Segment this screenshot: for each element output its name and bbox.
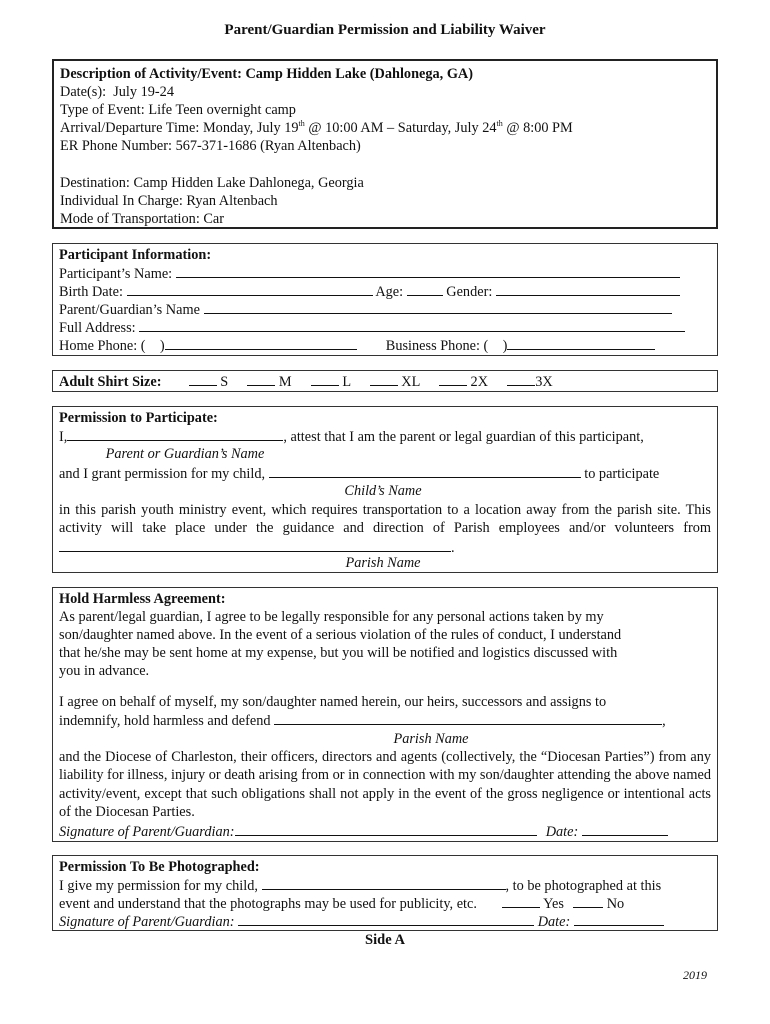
arrival-sup-a: th — [298, 119, 305, 129]
photo-no-blank[interactable] — [573, 894, 603, 908]
home-phone-field[interactable] — [165, 336, 357, 350]
permission-body-text: in this parish youth ministry event, which requires transportation to a location away from the parish site. This activity will take place under the guidance and direction of Parish employees and/or volunteers from — [59, 502, 711, 537]
business-phone-paren: ) — [502, 338, 508, 354]
to-participate: to participate — [584, 466, 660, 482]
harmless-heading: Hold Harmless Agreement: — [59, 591, 226, 607]
age-label: Age: — [375, 284, 404, 300]
address-field[interactable] — [139, 318, 685, 332]
photo-heading: Permission To Be Photographed: — [59, 859, 260, 875]
parish-caption: Parish Name — [345, 555, 421, 571]
participant-name-row — [59, 264, 680, 282]
harmless-p1-line2: son/daughter named above. In the event of a serious violation of the rules of conduct, I understand — [59, 627, 622, 643]
description-label: Description of Activity/Event: — [60, 66, 242, 82]
destination-row — [60, 174, 364, 192]
period: . — [451, 539, 455, 556]
in-charge-value: Ryan Altenbach — [186, 193, 278, 209]
photo-signature-row — [59, 912, 664, 930]
business-phone-field[interactable] — [507, 336, 655, 350]
home-phone-label: Home Phone: ( — [59, 338, 146, 354]
gender-field[interactable] — [496, 282, 680, 296]
arrival-value-b: @ 10:00 AM – Saturday, July 24 — [308, 120, 497, 136]
harmless-signature-label: Signature of Parent/Guardian: — [59, 824, 235, 840]
dates-label: Date(s): — [60, 84, 107, 100]
guardian-name-row — [59, 300, 672, 318]
transport-row — [60, 210, 224, 228]
arrival-sup-b: th — [496, 119, 503, 129]
participant-heading: Participant Information: — [59, 247, 212, 263]
side-label: Side A — [365, 932, 405, 948]
harmless-date-field[interactable] — [582, 822, 668, 836]
description-value: Camp Hidden Lake (Dahlonega, GA) — [245, 66, 474, 82]
harmless-p1-line4: you in advance. — [59, 663, 150, 679]
photo-event-text: event and understand that the photographs may be used for publicity, etc. — [59, 896, 477, 912]
photo-signature-label: Signature of Parent/Guardian: — [59, 914, 235, 930]
in-charge-label: Individual In Charge: — [60, 193, 183, 209]
grant-row — [59, 464, 659, 482]
guardian-name-field[interactable] — [204, 300, 672, 314]
shirt-2x-blank[interactable] — [439, 372, 467, 386]
birth-date-label: Birth Date: — [59, 284, 123, 300]
harmless-signature-field[interactable] — [235, 822, 537, 836]
er-phone-row — [60, 137, 361, 155]
shirt-size-label: Adult Shirt Size: — [59, 374, 162, 390]
phones-row — [59, 336, 655, 354]
hold-harmless-box — [52, 587, 718, 842]
photo-yes-blank[interactable] — [502, 894, 540, 908]
guardian-caption: Parent or Guardian’s Name — [105, 446, 265, 462]
shirt-size-l: L — [342, 374, 351, 390]
photo-give-row — [59, 876, 661, 894]
photo-signature-field[interactable] — [238, 912, 534, 926]
indemnify-text: indemnify, hold harmless and defend — [59, 713, 271, 729]
child-caption: Child’s Name — [344, 483, 422, 499]
guardian-signature-field[interactable] — [67, 427, 283, 441]
guardian-name-label: Parent/Guardian’s Name — [59, 302, 200, 318]
home-phone-paren: ) — [159, 338, 165, 354]
harmless-parish-field[interactable] — [274, 711, 662, 725]
photo-child-field[interactable] — [262, 876, 506, 890]
shirt-size-m: M — [278, 374, 292, 390]
photo-give-text: I give my permission for my child, — [59, 878, 258, 894]
event-type-value: Life Teen overnight camp — [148, 102, 296, 118]
age-field[interactable] — [407, 282, 443, 296]
shirt-m-blank[interactable] — [247, 372, 275, 386]
address-label: Full Address: — [59, 320, 136, 336]
i-label: I, — [59, 429, 68, 445]
transport-label: Mode of Transportation: — [60, 211, 200, 227]
er-phone-label: ER Phone Number: — [60, 138, 172, 154]
destination-value: Camp Hidden Lake Dahlonega, Georgia — [133, 175, 364, 191]
participant-name-label: Participant’s Name: — [59, 266, 173, 282]
photo-date-label: Date: — [537, 914, 571, 930]
page-title: Parent/Guardian Permission and Liability Waiver — [224, 22, 546, 38]
harmless-parish-caption: Parish Name — [393, 731, 469, 747]
photo-permission-box — [52, 855, 718, 931]
shirt-l-blank[interactable] — [311, 372, 339, 386]
harmless-signature-row — [59, 822, 668, 840]
shirt-3x-blank[interactable] — [507, 372, 535, 386]
attest-row — [59, 427, 644, 445]
permission-heading: Permission to Participate: — [59, 410, 218, 426]
shirt-s-blank[interactable] — [189, 372, 217, 386]
photo-to-be: , to be photographed at this — [505, 878, 662, 894]
photo-yes-label: Yes — [543, 896, 564, 912]
shirt-size-3x: 3X — [535, 374, 553, 390]
harmless-p1-line3: that he/she may be sent home at my expense, but you will be notified and logistics discussed with — [59, 645, 618, 661]
participant-name-field[interactable] — [176, 264, 680, 278]
description-row — [60, 65, 473, 83]
permission-body — [59, 501, 711, 557]
dates-value: July 19-24 — [113, 84, 174, 100]
shirt-size-s: S — [220, 374, 229, 390]
event-type-row — [60, 101, 296, 119]
photo-event-row — [59, 894, 624, 912]
child-name-field[interactable] — [269, 464, 581, 478]
arrival-row — [60, 119, 573, 137]
attest-text: , attest that I am the parent or legal guardian of this participant, — [283, 429, 644, 445]
er-phone-value: 567-371-1686 (Ryan Altenbach) — [175, 138, 361, 154]
shirt-size-xl: XL — [401, 374, 420, 390]
event-type-label: Type of Event: — [60, 102, 145, 118]
participant-info-box — [52, 243, 718, 356]
birth-age-gender-row — [59, 282, 680, 300]
transport-value: Car — [203, 211, 225, 227]
business-phone-label: Business Phone: ( — [385, 338, 489, 354]
shirt-xl-blank[interactable] — [370, 372, 398, 386]
indemnify-row — [59, 711, 666, 729]
harmless-p3: and the Diocese of Charleston, their officers, directors and agents (collectively, the “Diocesan Parties”) from any liability for illness, injury or death arising from or in connection with my son/daughter attending the above named activity/event, except that such obligations shall not apply in the event of the gross negligence or intentional acts of the Diocesan Parties. — [59, 749, 711, 820]
harmless-date-label: Date: — [545, 824, 579, 840]
address-row — [59, 318, 685, 336]
arrival-label: Arrival/Departure Time: — [60, 120, 200, 136]
activity-description-box — [52, 59, 718, 229]
birth-date-field[interactable] — [127, 282, 373, 296]
gender-label: Gender: — [446, 284, 493, 300]
grant-text: and I grant permission for my child, — [59, 466, 266, 482]
harmless-p2-line1: I agree on behalf of myself, my son/daughter named herein, our heirs, successors and assigns to — [59, 694, 607, 710]
harmless-p1-line1: As parent/legal guardian, I agree to be legally responsible for any personal actions taken by my — [59, 609, 604, 625]
dates-row — [60, 83, 174, 101]
shirt-size-row — [59, 372, 553, 390]
permission-box — [52, 406, 718, 573]
shirt-size-box — [52, 370, 718, 392]
photo-no-label: No — [606, 896, 625, 912]
destination-label: Destination: — [60, 175, 130, 191]
parish-name-field[interactable] — [59, 538, 451, 552]
shirt-size-2x: 2X — [470, 374, 489, 390]
in-charge-row — [60, 192, 278, 210]
arrival-value-c: @ 8:00 PM — [506, 120, 573, 136]
photo-date-field[interactable] — [574, 912, 664, 926]
harmless-comma: , — [662, 713, 666, 729]
arrival-value-a: Monday, July 19 — [202, 120, 299, 136]
year-label: 2019 — [683, 968, 707, 982]
